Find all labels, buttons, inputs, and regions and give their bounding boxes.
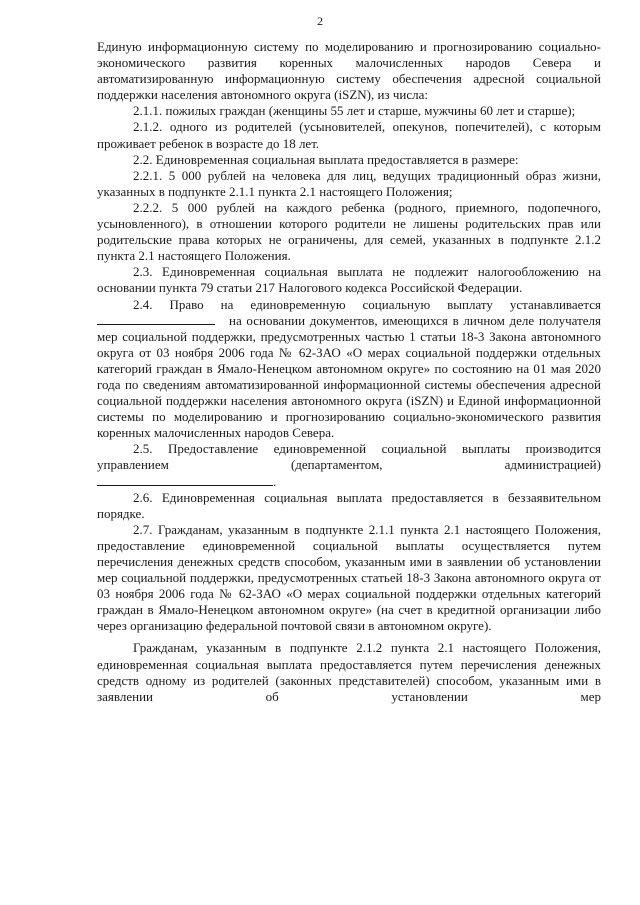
paragraph-parents: Гражданам, указанным в подпункте 2.1.2 пункта 2.1 настоящего Положения, единовременная социальная выплата предоставляется путем перечисления денежных средств одному из родителей (законных представителей) способом, указанным ими в заявлении об установлении мер	[97, 640, 601, 704]
paragraph-intro: Единую информационную систему по моделированию и прогнозированию социально-экономического развития коренных малочисленных народов Севера и автоматизированную информационную систему обеспечения адресной социальной поддержки населения автономного округа (iSZN), из числа:	[97, 39, 601, 103]
paragraph-2-5-line2	[97, 457, 601, 473]
paragraph-2-6: 2.6. Единовременная социальная выплата предоставляется в беззаявительном порядке.	[97, 489, 601, 521]
fill-in-blank-department	[97, 474, 273, 486]
paragraph-2-5-line1: 2.5. Предоставление единовременной социальной выплаты производится	[133, 441, 601, 457]
paragraph-2-5-word-1: управлением	[97, 457, 169, 473]
paragraph-2-2-1: 2.2.1. 5 000 рублей на человека для лиц, ведущих традиционный образ жизни, указанных в подпункте 2.1.1 пункта 2.1 настоящего Положения;	[97, 167, 601, 199]
paragraph-2-2: 2.2. Единовременная социальная выплата предоставляется в размере:	[133, 151, 519, 167]
paragraph-2-5	[97, 441, 601, 489]
paragraph-2-5-period: .	[273, 473, 277, 489]
paragraph-2-7: 2.7. Гражданам, указанным в подпункте 2.1.1 пункта 2.1 настоящего Положения, предоставление единовременной социальной выплаты осуществляется путем перечисления денежных средств способом, указанным ими в заявлении об установлении мер социальной поддержки, предусмотренных статьей 18-3 Закона автономного округа от 03 ноября 2006 года № 62-ЗАО «О мерах социальной поддержки отдельных категорий граждан в Ямало-Ненецком автономном округе» (на счет в кредитной организации либо через организацию федеральной почтовой связи в автономном округе).	[97, 521, 601, 634]
paragraph-2-4	[97, 297, 601, 442]
paragraph-2-4-text: на основании документов, имеющихся в личном деле получателя мер социальной поддержки, предусмотренных частью 1 статьи 18-3 Закона автономного округа от 03 ноября 2006 года № 62-ЗАО «О мерах социальной поддержки отдельных категорий граждан в Ямало-Ненецком автономном округе» по состоянию на 01 мая 2020 года по сведениям автоматизированной информационной системы обеспечения адресной социальной поддержки населения автономного округа (iSZN) и Единой информационной системы по моделированию и прогнозированию социально-экономического развития коренных малочисленных народов Севера.	[97, 312, 601, 441]
paragraph-2-2-2: 2.2.2. 5 000 рублей на каждого ребенка (родного, приемного, подопечного, усыновленного), в отношении которого родители не лишены родительских прав или родительские права которых не ограничены, для семей, указанных в подпункте 2.1.2 пункта 2.1 настоящего Положения.	[97, 199, 601, 264]
paragraph-2-3: 2.3. Единовременная социальная выплата не подлежит налогообложению на основании пункта 79 статьи 217 Налогового кодекса Российской Федерации.	[97, 264, 601, 296]
paragraph-2-4-head: 2.4. Право на единовременную социальную выплату устанавливается	[133, 296, 601, 312]
paragraph-2-5-word-2: (департаментом,	[290, 457, 383, 473]
paragraph-2-1-1: 2.1.1. пожилых граждан (женщины 55 лет и старше, мужчины 60 лет и старше);	[133, 103, 576, 119]
fill-in-blank-authority	[97, 313, 215, 325]
page-number: 2	[317, 14, 323, 28]
paragraph-2-5-word-3: администрацией)	[504, 457, 601, 473]
paragraph-2-1-2: 2.1.2. одного из родителей (усыновителей, опекунов, попечителей), с которым проживает ребенок в возрасте до 18 лет.	[97, 119, 601, 151]
paragraph-2-5-line3	[97, 474, 601, 490]
document-body	[97, 39, 601, 705]
